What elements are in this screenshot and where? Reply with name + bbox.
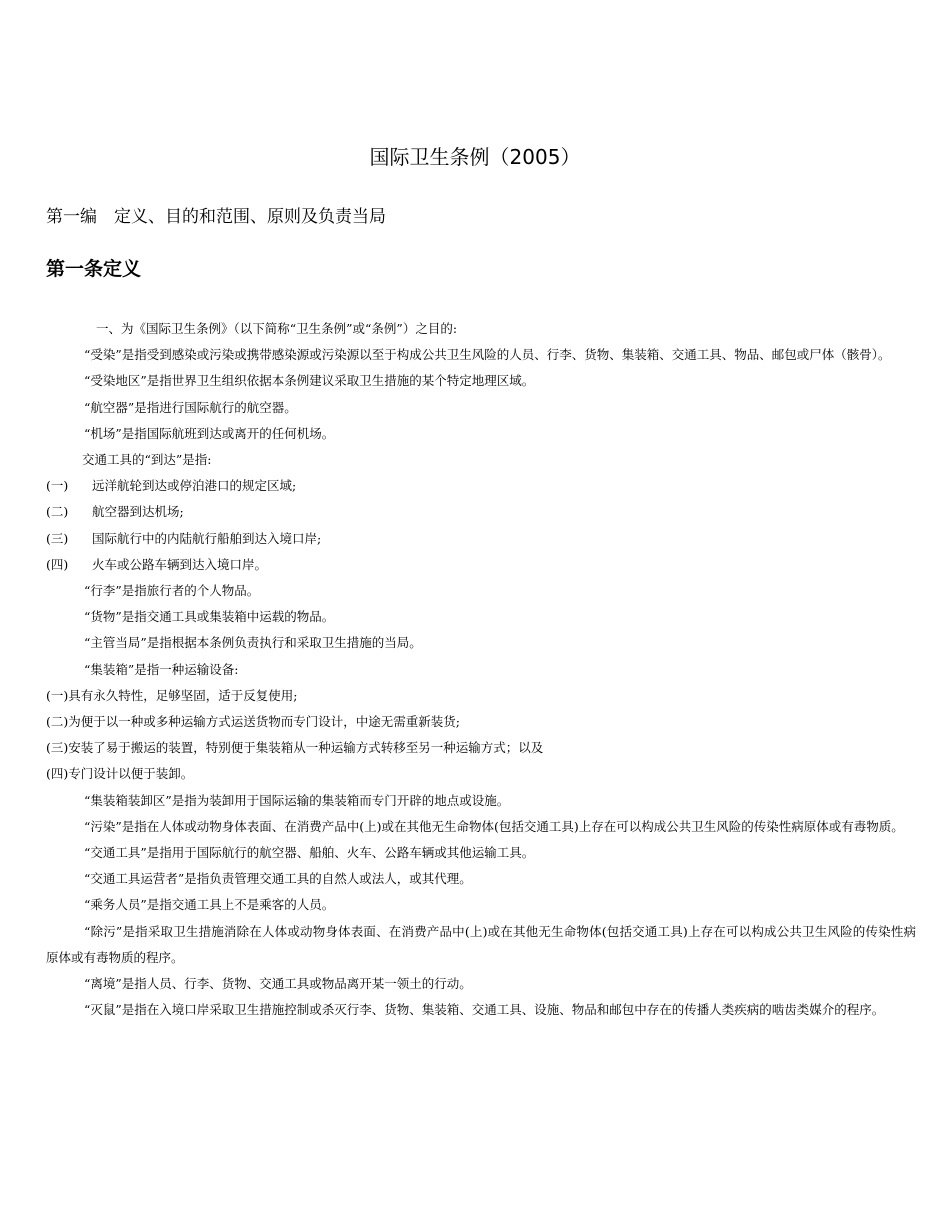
part-heading: 第一编 定义、目的和范围、原则及负责当局 bbox=[46, 207, 386, 227]
list-item-number: (一) bbox=[46, 478, 69, 494]
document-body bbox=[46, 316, 916, 1023]
list-item-text: 火车或公路车辆到达入境口岸。 bbox=[92, 556, 268, 572]
list-item-number: (三) bbox=[46, 530, 69, 546]
list-item-number: (二) bbox=[46, 504, 69, 520]
paragraph: “主管当局”是指根据本条例负责执行和采取卫生措施的当局。 bbox=[84, 635, 422, 651]
paragraph: “交通工具运营者”是指负责管理交通工具的自然人或法人，或其代理。 bbox=[84, 871, 472, 887]
paragraph: 交通工具的“到达”是指: bbox=[82, 452, 212, 468]
paragraph: “航空器”是指进行国际航行的航空器。 bbox=[84, 399, 297, 415]
paragraph: “行李”是指旅行者的个人物品。 bbox=[84, 583, 260, 599]
paragraph: “污染”是指在人体或动物身体表面、在消费产品中(上)或在其他无生命物体(包括交通工具)上存在可以构成公共卫生风险的传染性病原体或有毒物质。 bbox=[84, 818, 904, 834]
list-item-text: 国际航行中的内陆航行船舶到达入境口岸; bbox=[92, 530, 322, 546]
paragraph: “集装箱装卸区”是指为装卸用于国际运输的集装箱而专门开辟的地点或设施。 bbox=[84, 792, 510, 808]
paragraph: 一、为《国际卫生条例》（以下简称“卫生条例”或“条例”）之目的: bbox=[96, 321, 458, 336]
paragraph: “离境”是指人员、行李、货物、交通工具或物品离开某一领土的行动。 bbox=[84, 976, 472, 992]
list-item: (一)具有永久特性，足够坚固，适于反复使用; bbox=[46, 687, 298, 703]
document-title: 国际卫生条例（2005） bbox=[369, 145, 581, 169]
list-item: (二)为便于以一种或多种运输方式运送货物而专门设计，中途无需重新装货; bbox=[46, 714, 460, 730]
article-heading: 第一条定义 bbox=[46, 258, 142, 280]
paragraph: “受染地区”是指世界卫生组织依据本条例建议采取卫生措施的某个特定地理区域。 bbox=[84, 373, 535, 389]
list-item: (三)安装了易于搬运的装置，特别便于集装箱从一种运输方式转移至另一种运输方式；以及 bbox=[46, 740, 544, 756]
paragraph: “货物”是指交通工具或集装箱中运载的物品。 bbox=[84, 609, 335, 625]
paragraph: “灭鼠”是指在入境口岸采取卫生措施控制或杀灭行李、货物、集装箱、交通工具、设施、物品和邮包中存在的传播人类疾病的啮齿类媒介的程序。 bbox=[84, 1002, 885, 1018]
paragraph: “除污”是指采取卫生措施消除在人体或动物身体表面、在消费产品中(上)或在其他无生命物体(包括交通工具)上存在可以构成公共卫生风险的传染性病原体或有毒物质的程序。 bbox=[46, 923, 916, 965]
list-item-text: 航空器到达机场; bbox=[92, 504, 184, 520]
paragraph: “集装箱”是指一种运输设备: bbox=[84, 661, 239, 677]
list-item: (四)专门设计以便于装卸。 bbox=[46, 766, 194, 782]
list-item bbox=[46, 552, 916, 578]
paragraph: “机场”是指国际航班到达或离开的任何机场。 bbox=[84, 425, 335, 441]
list-item bbox=[46, 526, 916, 552]
list-item-text: 远洋航轮到达或停泊港口的规定区域; bbox=[92, 478, 297, 494]
list-item-number: (四) bbox=[46, 556, 69, 572]
paragraph: “乘务人员”是指交通工具上不是乘客的人员。 bbox=[84, 897, 335, 913]
list-item bbox=[46, 499, 916, 525]
list-item bbox=[46, 473, 916, 499]
paragraph: “交通工具”是指用于国际航行的航空器、船舶、火车、公路车辆或其他运输工具。 bbox=[84, 845, 535, 861]
paragraph: “受染”是指受到感染或污染或携带感染源或污染源以至于构成公共卫生风险的人员、行李、货物、集装箱、交通工具、物品、邮包或尸体（骸骨）。 bbox=[84, 347, 891, 363]
